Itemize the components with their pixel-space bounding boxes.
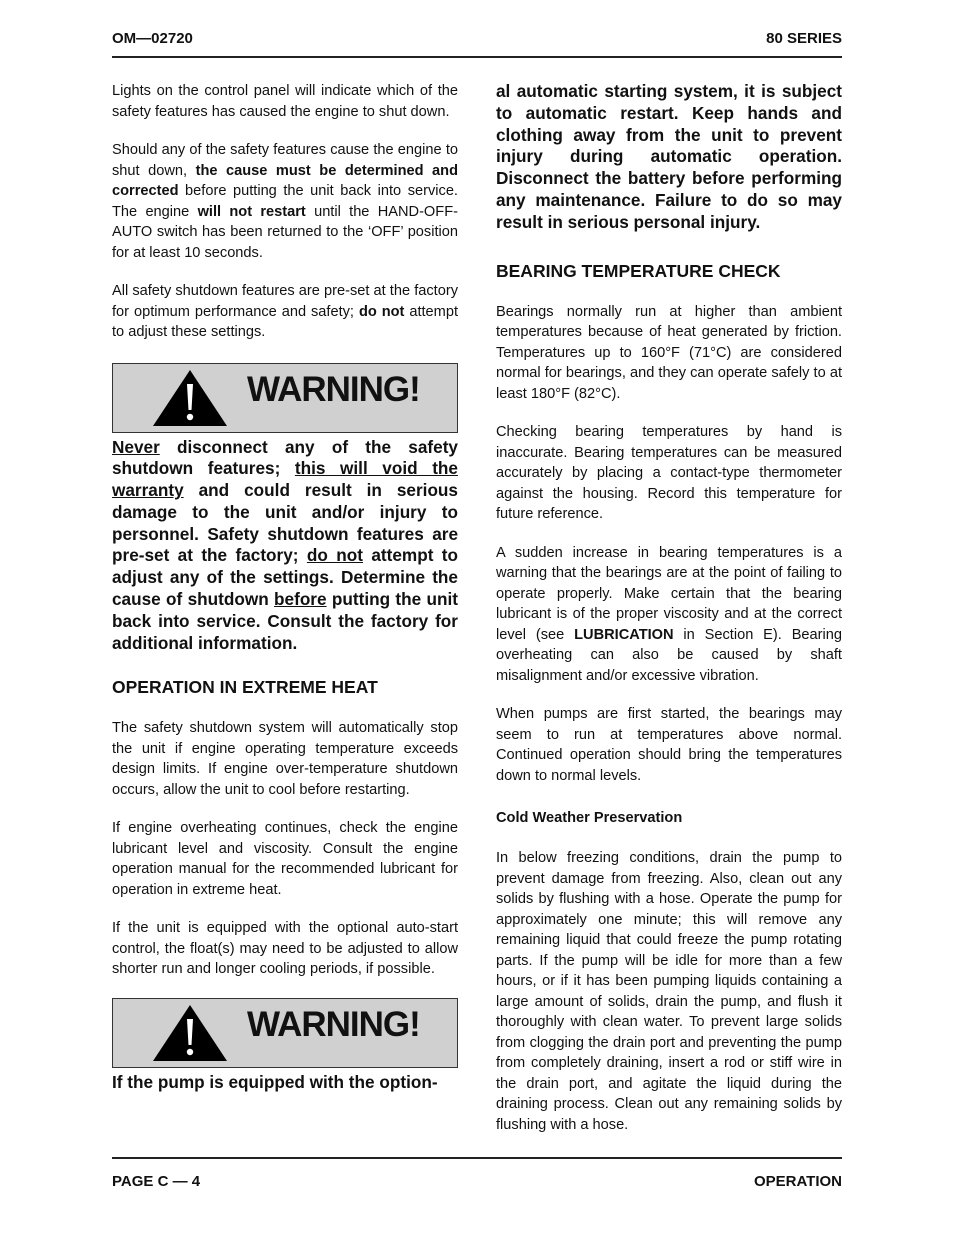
paragraph: Lights on the control panel will indicate which of the safety features has caused the engine to shut down. — [112, 83, 458, 120]
paragraph: If the unit is equipped with the optional auto-start control, the float(s) may need to be adjusted to allow shorter run and longer cooling periods, if possible. — [112, 920, 458, 978]
warning-triangle-icon — [153, 370, 227, 426]
paragraph: Checking bearing temperatures by hand is inaccurate. Bearing temperatures can be measured accurately by placing a contact-type thermometer against the housing. Record this temperature for future reference. — [496, 424, 842, 523]
warning-text: If the pump is equipped with the option- — [112, 1071, 438, 1092]
warning-triangle-icon — [153, 1005, 227, 1061]
warning-box — [112, 998, 458, 1068]
right-column — [496, 81, 842, 1153]
warning-text-continued: al automatic starting system, it is subject to automatic restart. Keep hands and clothing away from the unit to prevent injury during automatic operation. Disconnect the battery before performing any maintenance. Failure to do so may result in serious personal injury. — [496, 81, 842, 232]
section-name: OPERATION — [753, 1173, 842, 1190]
section-heading-bearing-temperature: BEARING TEMPERATURE CHECK — [496, 260, 781, 281]
document-number: OM—02720 — [112, 30, 193, 47]
footer-rule — [112, 1157, 842, 1159]
subheading-cold-weather: Cold Weather Preservation — [496, 810, 683, 827]
paragraph: The safety shutdown system will automatically stop the unit if engine operating temperature exceeds design limits. If engine over-temperature shutdown occurs, allow the unit to cool before restarting. — [112, 720, 458, 798]
warning-box — [112, 363, 458, 433]
header-rule — [112, 56, 842, 58]
left-column — [112, 81, 458, 1094]
warning-title: WARNING! — [247, 1004, 420, 1044]
section-heading-extreme-heat: OPERATION IN EXTREME HEAT — [112, 677, 378, 698]
warning-title: WARNING! — [247, 369, 420, 409]
page-number: PAGE C — 4 — [112, 1173, 201, 1190]
warning-text: Never disconnect any of the safety shutdown features; this will void the warranty and could result in serious damage to the unit and/or injury to personnel. Safety shutdown features are pre-set at the factory; do not attempt to adjust any of the settings. Determine the cause of shutdown before putting the unit back into service. Consult the factory for additional information. — [112, 436, 459, 653]
series-title: 80 SERIES — [766, 30, 842, 47]
paragraph: All safety shutdown features are pre-set at the factory for optimum performance and safety; do not attempt to adjust these settings. — [112, 283, 458, 340]
paragraph: If engine overheating continues, check the engine lubricant level and viscosity. Consult the engine operation manual for the recommended lubricant for operation in extreme heat. — [112, 820, 458, 898]
paragraph: A sudden increase in bearing temperatures is a warning that the bearings are at the point of failing to operate properly. Make certain that the bearing lubricant is of the proper viscosity and at the correct level (see LUBRICATION in Section E). Bearing overheating can also be caused by shaft misalignment and/or excessive vibration. — [496, 544, 842, 684]
paragraph: Should any of the safety features cause the engine to shut down, the cause must be determined and corrected before putting the unit back into service. The engine will not restart until the HAND-OFF-AUTO switch has been returned to the ‘OFF’ position for at least 10 seconds. — [112, 142, 458, 261]
paragraph: In below freezing conditions, drain the pump to prevent damage from freezing. Also, clean out any solids by flushing with a hose. Operate the pump for approximately one minute; this will remove any remaining liquid that could freeze the pump rotating parts. If the pump will be idle for more than a few hours, or if it has been pumping liquids containing a large amount of solids, drain the pump, and flush it thoroughly with clean water. To prevent large solids from clogging the drain port and preventing the pump from completely draining, insert a rod or stiff wire in the drain port, and agitate the liquid during the draining process. Clean out any remaining solids by flushing with a hose. — [496, 850, 842, 1133]
paragraph: Bearings normally run at higher than ambient temperatures because of heat generated by friction. Temperatures up to 160°F (71°C) are considered normal for bearings, and they can operate safely to at least 180°F (82°C). — [496, 303, 842, 402]
paragraph: When pumps are first started, the bearings may seem to run at temperatures above normal. Continued operation should bring the temperatures down to normal levels. — [496, 706, 842, 784]
